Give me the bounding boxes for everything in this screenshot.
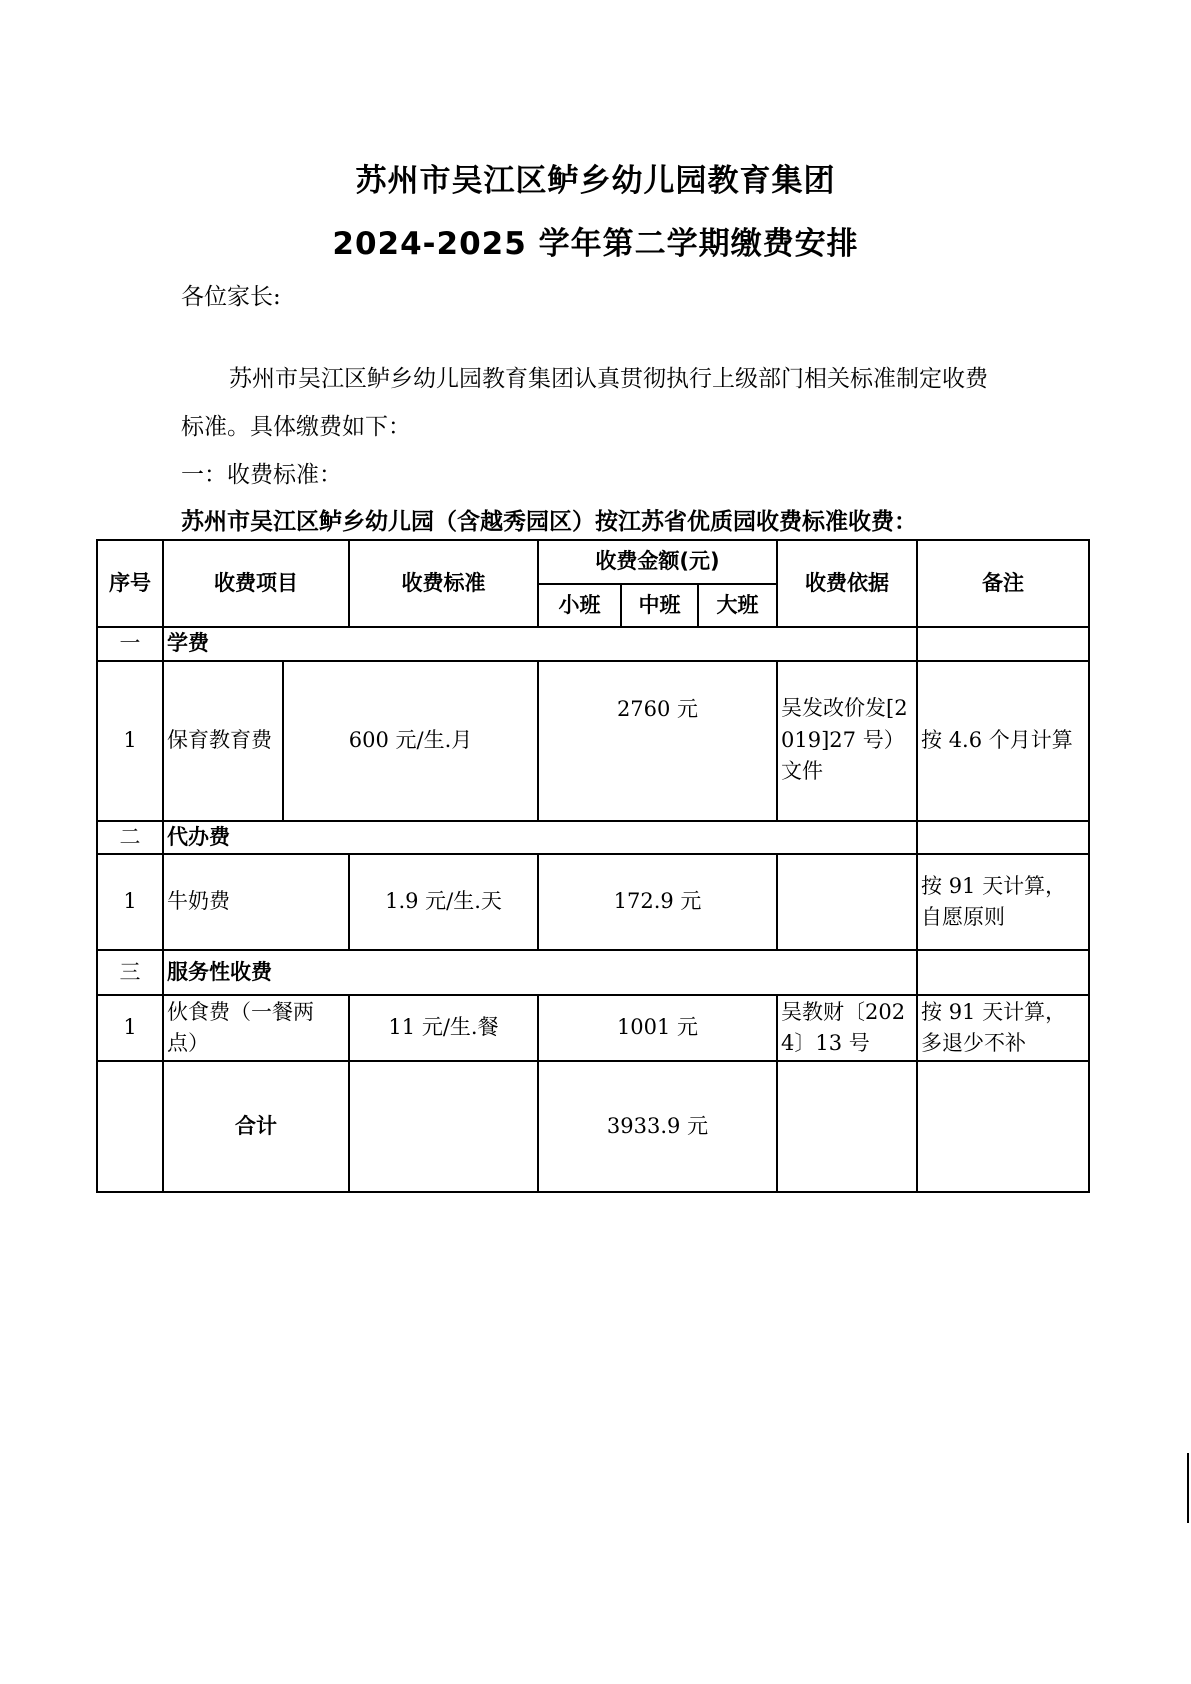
header-note: 备注 <box>917 540 1089 627</box>
row-basis <box>777 854 917 950</box>
row-item: 牛奶费 <box>163 854 349 950</box>
header-index: 序号 <box>97 540 163 627</box>
group-index: 三 <box>97 950 163 995</box>
header-standard: 收费标准 <box>349 540 538 627</box>
table-caption: 苏州市吴江区鲈乡幼儿园（含越秀园区）按江苏省优质园收费标准收费： <box>181 509 917 535</box>
group-name: 学费 <box>163 627 917 661</box>
group-row-service <box>97 950 1089 995</box>
row-note: 按 4.6 个月计算 <box>917 661 1089 821</box>
table-row <box>97 661 1089 821</box>
section-heading: 一：收费标准： <box>181 462 342 488</box>
total-basis-empty <box>777 1061 917 1192</box>
document-subtitle: 2024-2025 学年第二学期缴费安排 <box>332 226 859 262</box>
total-row <box>97 1061 1089 1192</box>
group-index: 二 <box>97 821 163 855</box>
group-note-empty <box>917 950 1089 995</box>
row-note: 按 91 天计算，多退少不补 <box>917 995 1089 1061</box>
table-row <box>97 854 1089 950</box>
document-title: 苏州市吴江区鲈乡幼儿园教育集团 <box>355 163 836 199</box>
row-index: 1 <box>97 995 163 1061</box>
header-item: 收费项目 <box>163 540 349 627</box>
total-standard-empty <box>349 1061 538 1192</box>
row-basis: 吴教财〔2024〕13 号 <box>777 995 917 1061</box>
header-basis: 收费依据 <box>777 540 917 627</box>
row-standard: 1.9 元/生.天 <box>349 854 538 950</box>
row-standard: 600 元/生.月 <box>283 661 538 821</box>
group-index: 一 <box>97 627 163 661</box>
row-standard: 11 元/生.餐 <box>349 995 538 1061</box>
header-middle-class: 中班 <box>621 584 698 627</box>
row-index: 1 <box>97 661 163 821</box>
header-large-class: 大班 <box>698 584 777 627</box>
group-row-agency <box>97 821 1089 855</box>
row-item: 伙食费（一餐两点） <box>163 995 349 1061</box>
table-row <box>97 995 1089 1061</box>
row-amount: 172.9 元 <box>538 854 777 950</box>
row-item: 保育教育费 <box>163 661 283 821</box>
row-basis: 吴发改价发[2019]27 号）文件 <box>777 661 917 821</box>
header-small-class: 小班 <box>538 584 621 627</box>
row-note: 按 91 天计算，自愿原则 <box>917 854 1089 950</box>
header-amount: 收费金额(元) <box>538 540 777 584</box>
total-label: 合计 <box>163 1061 349 1192</box>
intro-paragraph-line2: 标准。具体缴费如下： <box>181 414 411 440</box>
total-amount: 3933.9 元 <box>538 1061 777 1192</box>
page-edge-mark <box>1187 1453 1189 1523</box>
row-amount: 1001 元 <box>538 995 777 1061</box>
group-note-empty <box>917 821 1089 855</box>
group-name: 服务性收费 <box>163 950 917 995</box>
intro-paragraph-line1: 苏州市吴江区鲈乡幼儿园教育集团认真贯彻执行上级部门相关标准制定收费 <box>229 366 988 392</box>
group-note-empty <box>917 627 1089 661</box>
total-index-empty <box>97 1061 163 1192</box>
row-amount: 2760 元 <box>538 661 777 821</box>
total-note-empty <box>917 1061 1089 1192</box>
fee-table <box>96 539 1090 1193</box>
greeting: 各位家长: <box>181 284 281 310</box>
row-index: 1 <box>97 854 163 950</box>
group-name: 代办费 <box>163 821 917 855</box>
group-row-tuition <box>97 627 1089 661</box>
